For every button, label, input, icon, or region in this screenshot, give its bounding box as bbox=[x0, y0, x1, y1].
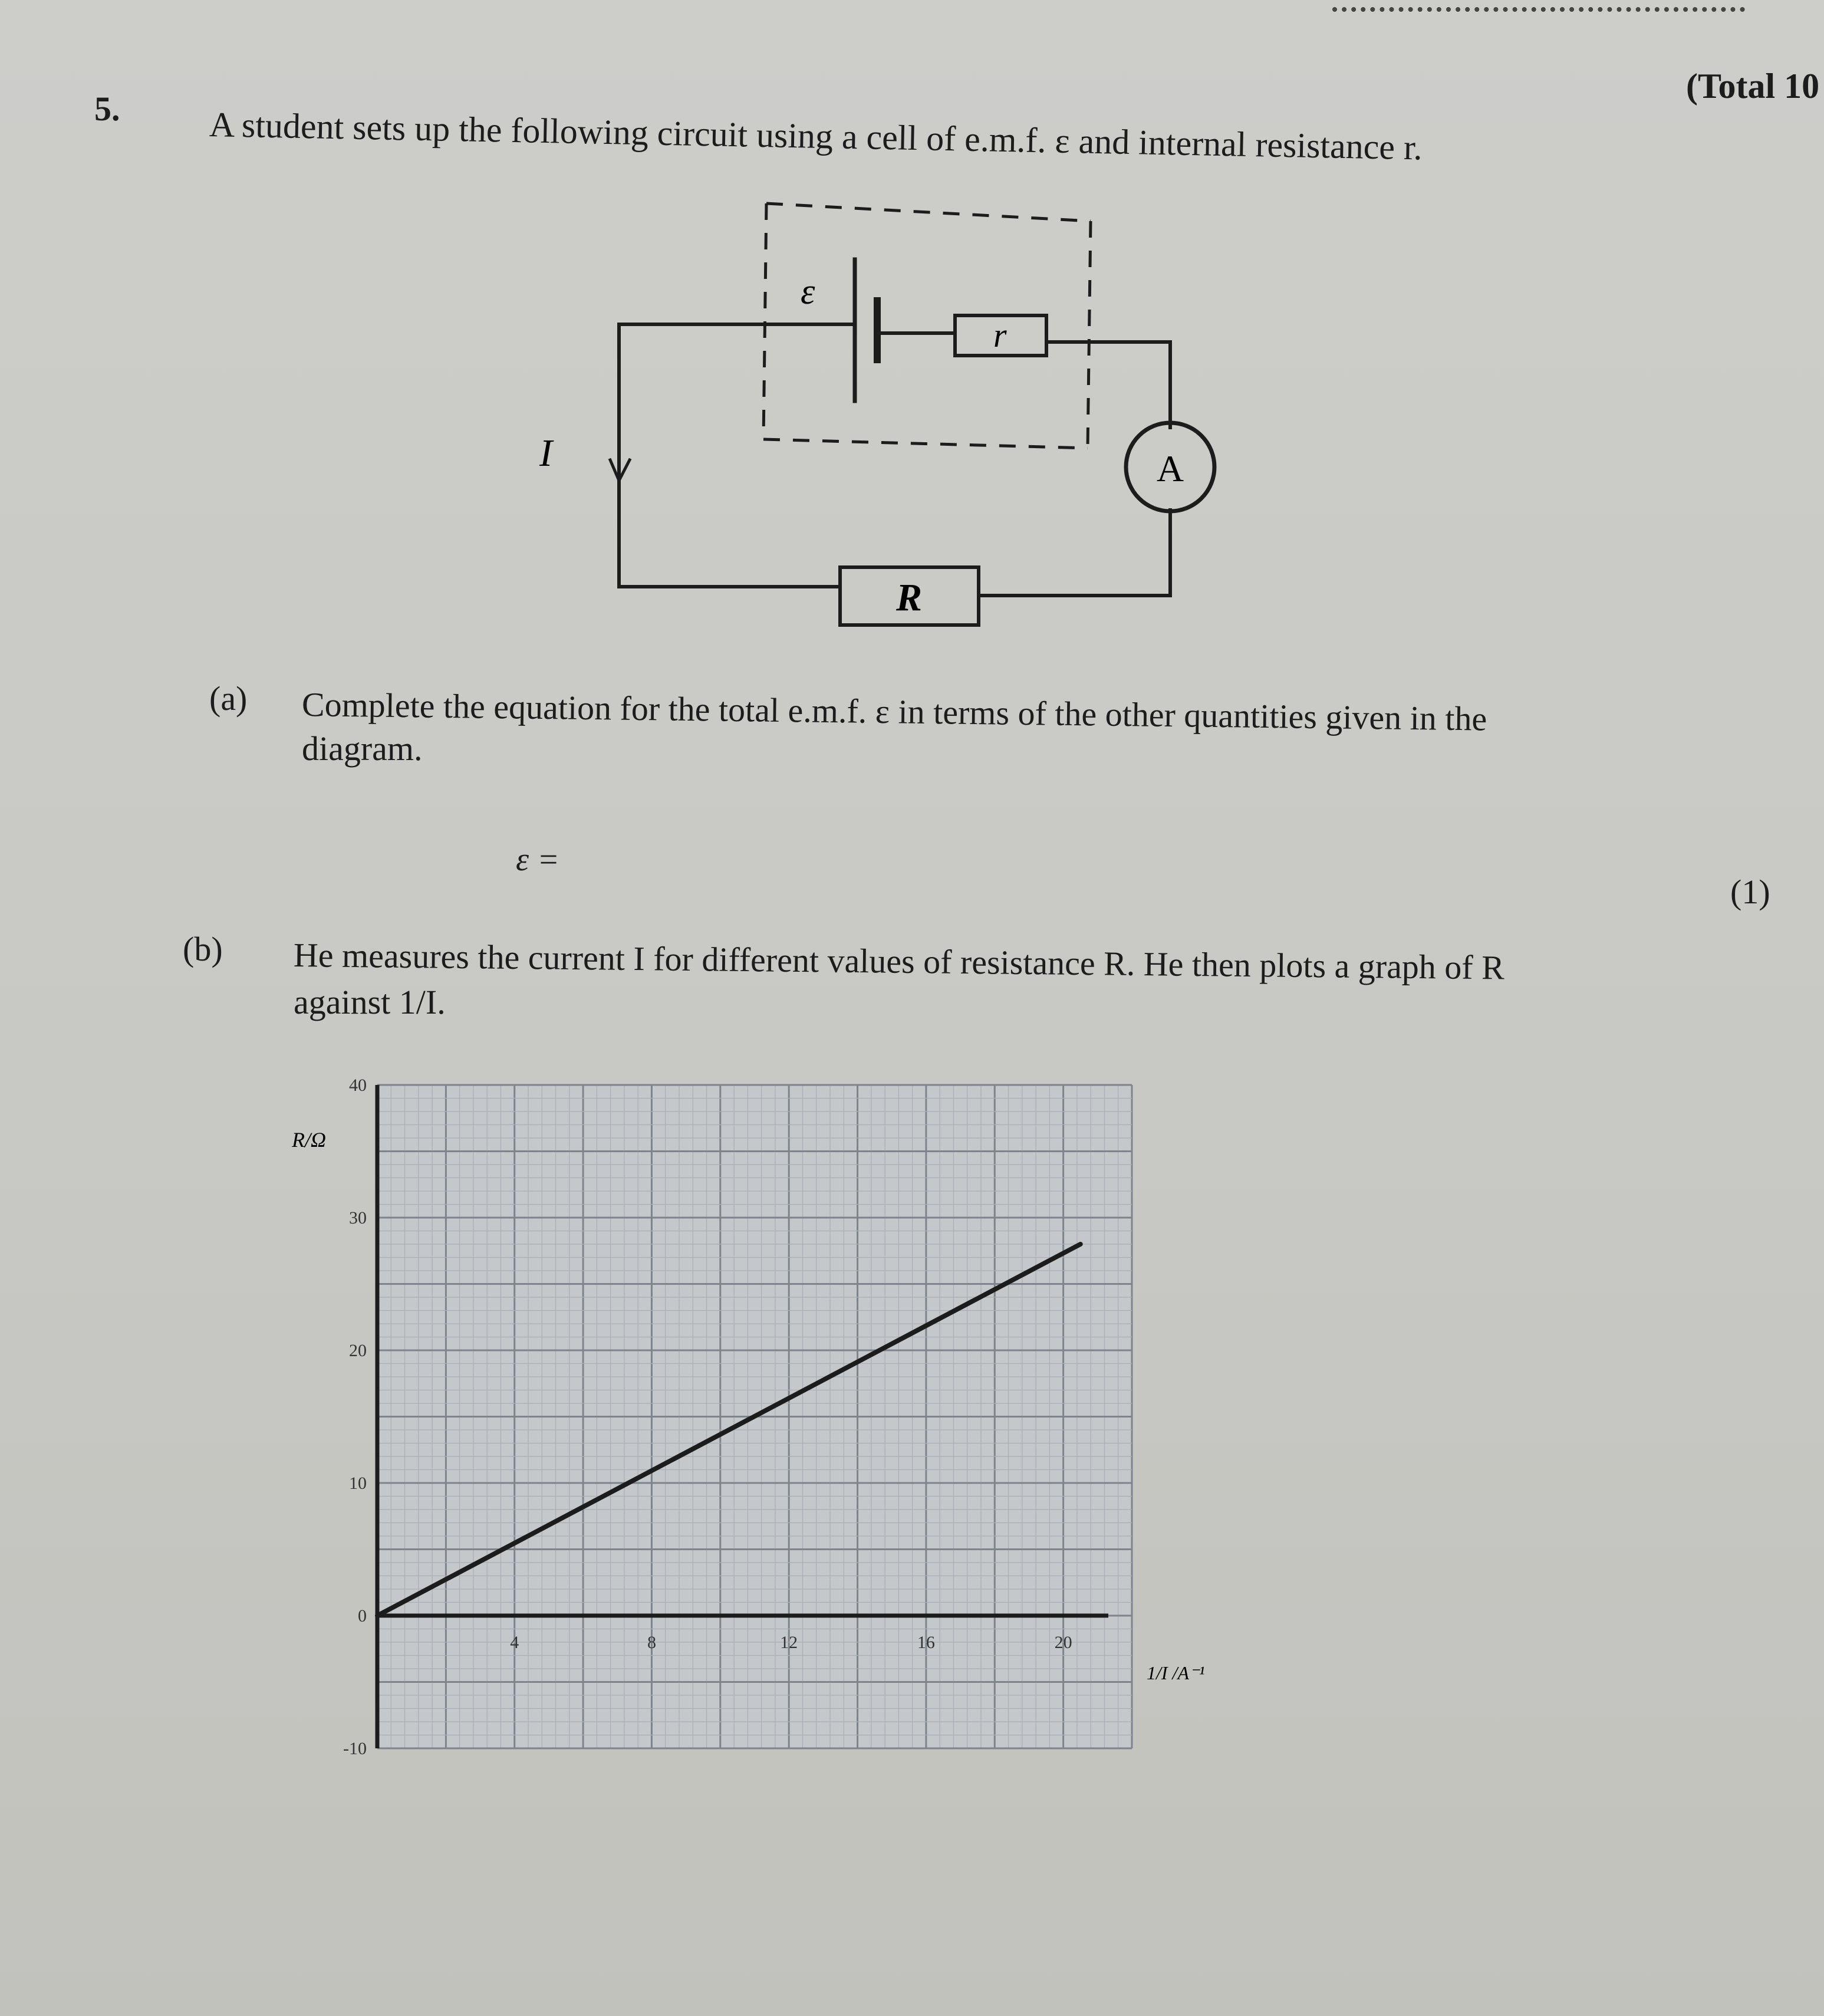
x-tick-label: 20 bbox=[1054, 1633, 1072, 1652]
y-tick-label: 30 bbox=[349, 1208, 367, 1228]
emf-equation-prefix: ε = bbox=[516, 841, 559, 878]
part-a-marks: (1) bbox=[1730, 873, 1770, 911]
y-tick-label: 20 bbox=[349, 1341, 367, 1360]
internal-resistor-label: r bbox=[993, 316, 1007, 354]
part-b-text-line2: against 1/I. bbox=[294, 983, 446, 1021]
x-tick-label: 12 bbox=[780, 1633, 798, 1652]
x-tick-label: 4 bbox=[510, 1633, 519, 1652]
x-tick-label: 8 bbox=[647, 1633, 656, 1652]
external-resistor-label: R bbox=[895, 576, 923, 619]
y-tick-label: 40 bbox=[349, 1076, 367, 1095]
part-a-text-line1: Complete the equation for the total e.m.f. ε in terms of the other quantities given in the bbox=[301, 685, 1487, 738]
emf-symbol-label: ε bbox=[801, 272, 815, 312]
part-a-label: (a) bbox=[209, 679, 248, 718]
y-tick-label: 0 bbox=[358, 1606, 367, 1626]
question-intro: A student sets up the following circuit using a cell of e.m.f. ε and internal resistance r. bbox=[209, 105, 1423, 167]
y-tick-label: 10 bbox=[349, 1474, 367, 1493]
current-label: I bbox=[539, 432, 552, 475]
y-axis-label: R/Ω bbox=[292, 1128, 327, 1152]
x-tick-label: 16 bbox=[917, 1633, 935, 1652]
total-marks-label: (Total 10 bbox=[1686, 67, 1820, 106]
part-b-text-line1: He measures the current I for different values of resistance R. He then plots a graph of R bbox=[293, 936, 1505, 987]
part-b-label: (b) bbox=[183, 930, 223, 968]
question-number: 5. bbox=[94, 90, 120, 128]
ammeter-label: A bbox=[1156, 448, 1184, 489]
y-tick-label: -10 bbox=[343, 1739, 367, 1758]
x-axis-label: 1/I /A⁻¹ bbox=[1147, 1662, 1205, 1683]
part-a-text-line2: diagram. bbox=[302, 729, 423, 768]
